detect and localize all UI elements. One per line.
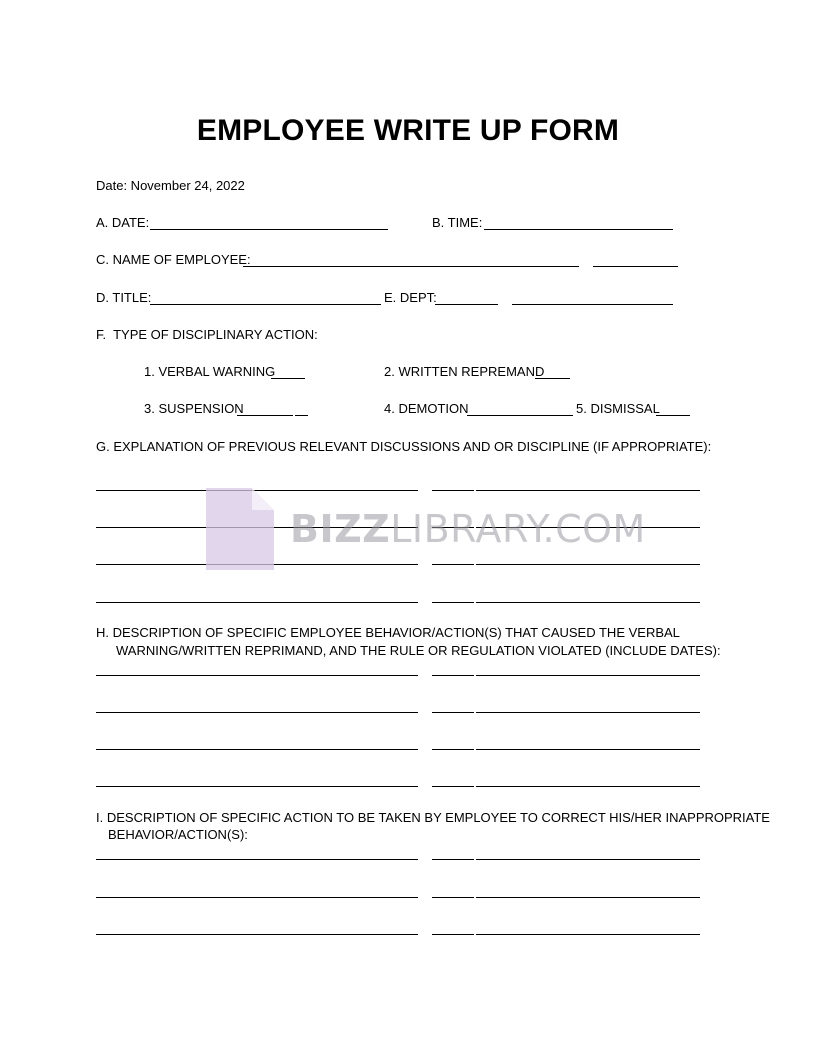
h-line-4-left[interactable] xyxy=(96,786,418,787)
g-line-4-left[interactable] xyxy=(96,602,418,603)
i-line-3-right[interactable] xyxy=(476,934,700,935)
i-line-1-mid[interactable] xyxy=(432,859,474,860)
h-line-1-right[interactable] xyxy=(476,675,700,676)
option-written-repremand: 2. WRITTEN REPREMAND xyxy=(384,364,545,379)
h-line-4-right[interactable] xyxy=(476,786,700,787)
h-line-3-right[interactable] xyxy=(476,749,700,750)
watermark-text-bold: BIZZ xyxy=(290,507,391,551)
dismissal-check-line[interactable] xyxy=(656,415,690,416)
g-line-4-mid[interactable] xyxy=(432,602,474,603)
g-line-4-right[interactable] xyxy=(476,602,700,603)
i-line-1-right[interactable] xyxy=(476,859,700,860)
section-h-heading-line1: H. DESCRIPTION OF SPECIFIC EMPLOYEE BEHAVIOR/ACTION(S) THAT CAUSED THE VERBAL xyxy=(96,625,680,640)
watermark-text-light: LIBRARY.COM xyxy=(390,507,646,551)
h-line-1-left[interactable] xyxy=(96,675,418,676)
field-label-date: A. DATE: xyxy=(96,215,150,230)
section-f-heading: F. TYPE OF DISCIPLINARY ACTION: xyxy=(96,327,318,342)
i-line-3-mid[interactable] xyxy=(432,934,474,935)
watermark-text xyxy=(290,506,646,552)
bizzlibrary-watermark xyxy=(206,488,646,572)
section-g-heading: G. EXPLANATION OF PREVIOUS RELEVANT DISCUSSIONS AND OR DISCIPLINE (IF APPROPRIATE): xyxy=(96,439,712,454)
i-line-2-left[interactable] xyxy=(96,897,418,898)
i-line-3-left[interactable] xyxy=(96,934,418,935)
verbal-warning-check-line[interactable] xyxy=(271,378,305,379)
date-line: Date: November 24, 2022 xyxy=(96,178,245,193)
suspension-extra-line[interactable] xyxy=(295,415,308,416)
section-h-heading-line2: WARNING/WRITTEN REPRIMAND, AND THE RULE OR REGULATION VIOLATED (INCLUDE DATES): xyxy=(116,643,721,658)
h-line-2-right[interactable] xyxy=(476,712,700,713)
employee-name-input-line[interactable] xyxy=(243,266,579,267)
option-verbal-warning: 1. VERBAL WARNING xyxy=(144,364,276,379)
section-i-heading-line2: BEHAVIOR/ACTION(S): xyxy=(108,827,248,842)
i-line-2-mid[interactable] xyxy=(432,897,474,898)
document-icon xyxy=(206,488,276,570)
h-line-3-left[interactable] xyxy=(96,749,418,750)
dept-input-line[interactable] xyxy=(435,304,498,305)
h-line-2-mid[interactable] xyxy=(432,712,474,713)
field-label-employee-name: C. NAME OF EMPLOYEE: xyxy=(96,252,251,267)
h-line-3-mid[interactable] xyxy=(432,749,474,750)
h-line-1-mid[interactable] xyxy=(432,675,474,676)
time-input-line[interactable] xyxy=(484,229,673,230)
section-i-heading-line1: I. DESCRIPTION OF SPECIFIC ACTION TO BE TAKEN BY EMPLOYEE TO CORRECT HIS/HER INAPPROPRIATE xyxy=(96,810,770,825)
i-line-1-left[interactable] xyxy=(96,859,418,860)
h-line-2-left[interactable] xyxy=(96,712,418,713)
demotion-check-line[interactable] xyxy=(467,415,573,416)
field-label-dept: E. DEPT: xyxy=(384,290,437,305)
title-input-line[interactable] xyxy=(150,304,381,305)
h-line-4-mid[interactable] xyxy=(432,786,474,787)
dept-extra-input-line[interactable] xyxy=(512,304,673,305)
form-title: EMPLOYEE WRITE UP FORM xyxy=(196,114,620,147)
date-input-line[interactable] xyxy=(150,229,388,230)
i-line-2-right[interactable] xyxy=(476,897,700,898)
option-dismissal: 5. DISMISSAL xyxy=(576,401,660,416)
option-demotion: 4. DEMOTION xyxy=(384,401,469,416)
suspension-check-line[interactable] xyxy=(237,415,293,416)
field-label-title: D. TITLE: xyxy=(96,290,152,305)
employee-id-input-line[interactable] xyxy=(593,266,678,267)
field-label-time: B. TIME: xyxy=(432,215,483,230)
option-suspension: 3. SUSPENSION xyxy=(144,401,244,416)
written-repremand-check-line[interactable] xyxy=(535,378,570,379)
